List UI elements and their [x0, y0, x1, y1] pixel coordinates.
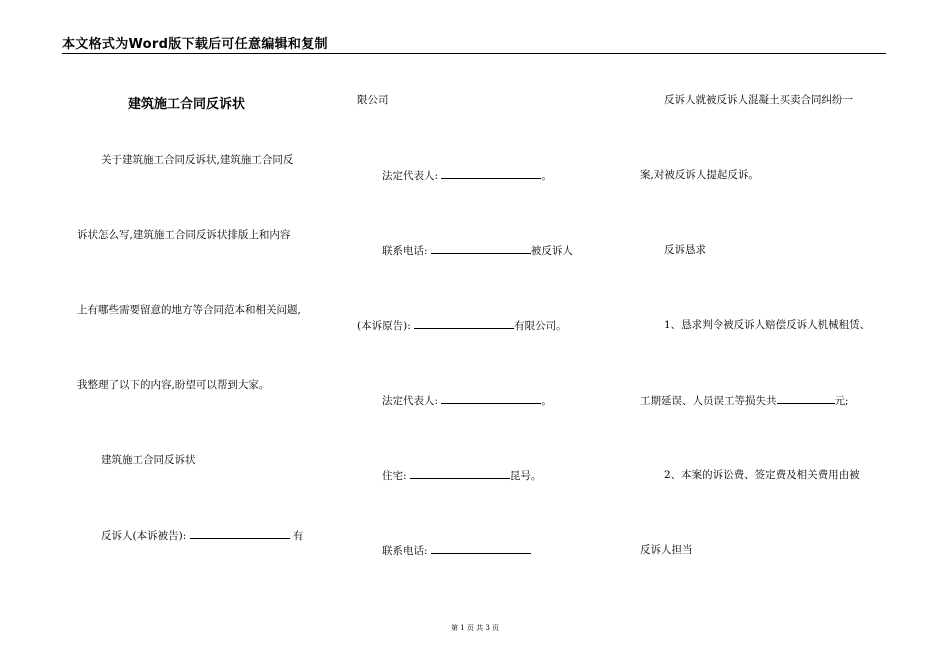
col3-line-5: 工期延误、人员误工等损失共 元; [640, 395, 849, 407]
col3-line-6: 2、本案的诉讼费、签定费及相关费用由被 [664, 469, 860, 481]
col1-line-6 [101, 528, 303, 543]
col2-line-5: 法定代表人: 。 [382, 395, 552, 407]
header-divider [62, 53, 886, 54]
legal-rep-label-2: 法定代表人: [382, 395, 439, 407]
loss-amount-blank [777, 393, 835, 404]
col2-line-2: 法定代表人: 。 [382, 170, 552, 182]
legal-rep-blank-2 [441, 393, 541, 404]
counter-plaintiff-label: 反诉人(本诉被告): [101, 530, 187, 542]
residence-label: 住宅: [382, 470, 407, 482]
legal-rep-label: 法定代表人: [382, 170, 439, 182]
legal-rep-blank [441, 168, 541, 179]
col2-line-3: 联系电话: 被反诉人 [382, 245, 573, 257]
col3-line-1: 反诉人就被反诉人混凝土买卖合同纠纷一 [664, 94, 853, 106]
col3-line-3: 反诉恳求 [664, 244, 706, 256]
col2-line-4: (本诉原告): 有限公司。 [357, 320, 567, 332]
document-title: 建筑施工合同反诉状 [128, 97, 246, 112]
col2-line-6: 住宅: 昆号。 [382, 470, 542, 482]
residence-blank [410, 468, 510, 479]
col1-line-4: 我整理了以下的内容,盼望可以帮到大家。 [77, 379, 270, 391]
loss-label: 工期延误、人员误工等损失共 [640, 395, 777, 407]
phone-label-2: 联系电话: [382, 545, 428, 557]
col3-line-7: 反诉人担当 [640, 544, 693, 556]
original-plaintiff-blank [414, 318, 514, 329]
phone-label: 联系电话: [382, 245, 428, 257]
document-header: 本文格式为Word版下载后可任意编辑和复制 [62, 37, 328, 52]
original-plaintiff-label: (本诉原告): [357, 320, 411, 332]
col1-line-5: 建筑施工合同反诉状 [101, 454, 196, 466]
col1-line-3: 上有哪些需要留意的地方等合同范本和相关问题, [77, 304, 301, 316]
col1-line-1: 关于建筑施工合同反诉状,建筑施工合同反 [101, 154, 294, 166]
counter-plaintiff-suffix: 有 [292, 530, 304, 542]
page-number: 第 1 页 共 3 页 [450, 624, 500, 632]
counter-plaintiff-blank [190, 528, 290, 539]
col2-line-7 [382, 543, 531, 558]
col3-line-2: 案,对被反诉人提起反诉。 [640, 169, 759, 181]
phone-blank-2 [431, 543, 531, 554]
col1-line-2: 诉状怎么写,建筑施工合同反诉状排版上和内容 [77, 229, 291, 241]
col3-line-4: 1、恳求判令被反诉人赔偿反诉人机械租赁、 [664, 319, 871, 331]
col2-line-1: 限公司 [357, 94, 389, 106]
phone-blank [431, 243, 531, 254]
